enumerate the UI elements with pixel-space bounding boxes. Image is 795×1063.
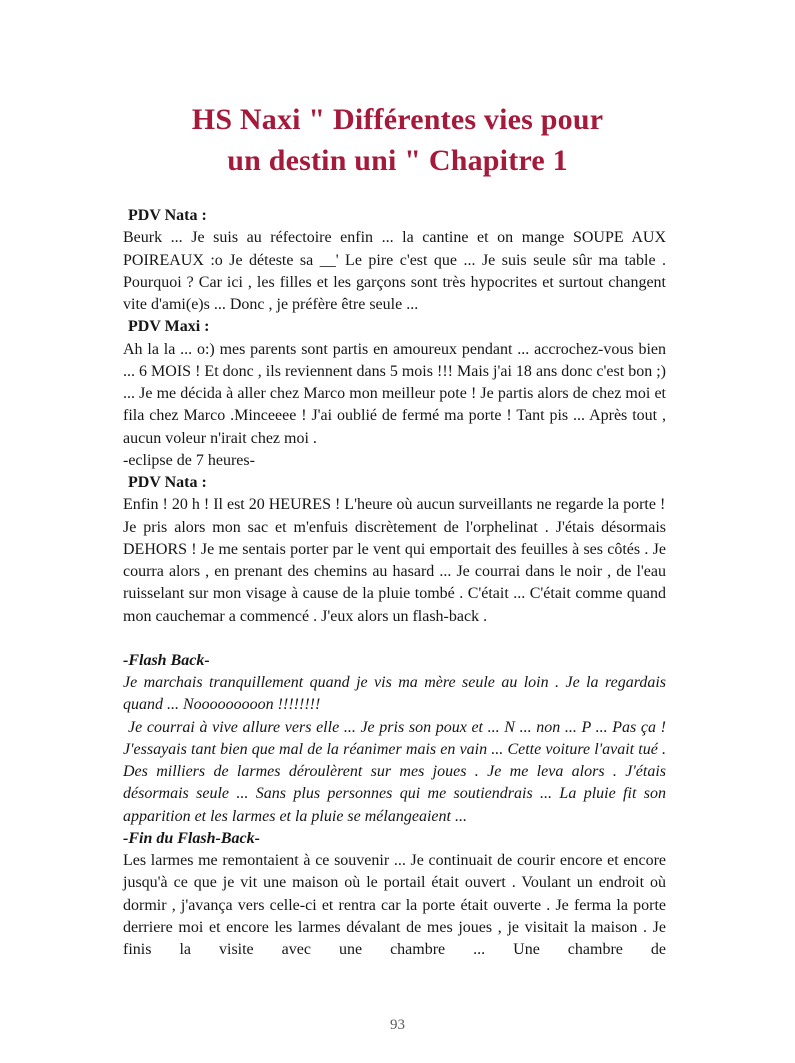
title-line: un destin uni " Chapitre 1 [227,144,568,177]
paragraph: Enfin ! 20 h ! Il est 20 HEURES ! L'heure où aucun surveillants ne regarde la porte ! [123,496,666,514]
document-body [123,205,666,961]
paragraph: PDV Maxi : [128,318,210,336]
paragraph: -Fin du Flash-Back- [123,829,260,847]
paragraph: -Flash Back- [123,651,210,669]
paragraph: -eclipse de 7 heures- [123,451,255,469]
paragraph: PDV Nata : [128,207,207,224]
paragraph: Ah la la ... o:) mes parents sont partis en amoureux pendant ... accrochez-vous bien ... 6 MOIS ! Et donc , ils reviennent dans 5 mois !!! Mais j'ai 18 ans donc c'est bon ;) ... Je me décida à aller chez Marco mon meilleur pote ! Je partis alors de chez moi et fila chez Marco .Minceeee ! J'ai oublié de fermé ma porte ! Tant pis ... Après tout , aucun voleur n'irait chez moi . [123,340,666,447]
title-line: HS Naxi " Différentes vies pour [191,103,604,136]
paragraph: Les larmes me remontaient à ce souvenir ... Je continuait de courir encore et encore jusqu'à ce que je vit une maison où le portail était ouvert . Voulant un endroit où dormir , j'avança vers celle-ci et rentra car la porte était ouverte . Je ferma la porte derriere moi et encore les larmes dévalant de mes joues , je visitait la maison . Je finis la visite avec une chambre ... Une chambre de [123,852,666,958]
page-title [0,99,795,181]
paragraph: PDV Nata : [128,474,207,491]
paragraph: Je courrai à vive allure vers elle ... Je pris son poux et ... N ... non ... P ... Pas ça ! J'essayais tant bien que mal de la réanimer mais en vain ... Cette voiture l'avait tué . Des milliers de larmes déroulèrent sur mes joues . Je me leva alors . J'étais désormais seule ... Sans plus personnes qui me soutiendrais ... La pluie fit son apparition et les larmes et la pluie se mélangeaient ... [123,718,666,825]
paragraph-spacer [123,628,666,650]
paragraph: Je pris alors mon sac et m'enfuis discrètement de l'orphelinat . J'étais désormais DEHORS ! Je me sentais porter par le vent qui emportait des feuilles à ses côtés . Je courra alors , en prenant des chemins au hasard ... Je courrai dans le noir , de l'eau ruisselant sur mon visage à cause de la pluie tombé . C'était ... C'était comme quand mon cauchemar a commencé . J'eux alors un flash-back . [123,518,666,625]
page-number: 93 [390,1017,405,1033]
paragraph: Beurk ... Je suis au réfectoire enfin ... la cantine et on mange SOUPE AUX POIREAUX :o Je déteste sa __' Le pire c'est que ... Je suis seule sûr ma table . Pourquoi ? Car ici , les filles et les garçons sont très hypocrites et surtout changent vite d'ami(e)s ... Donc , je préfère être seule ... [123,229,666,313]
paragraph: Je marchais tranquillement quand je vis ma mère seule au loin . Je la regardais quand ... Nooooooooon !!!!!!!! [123,674,666,714]
